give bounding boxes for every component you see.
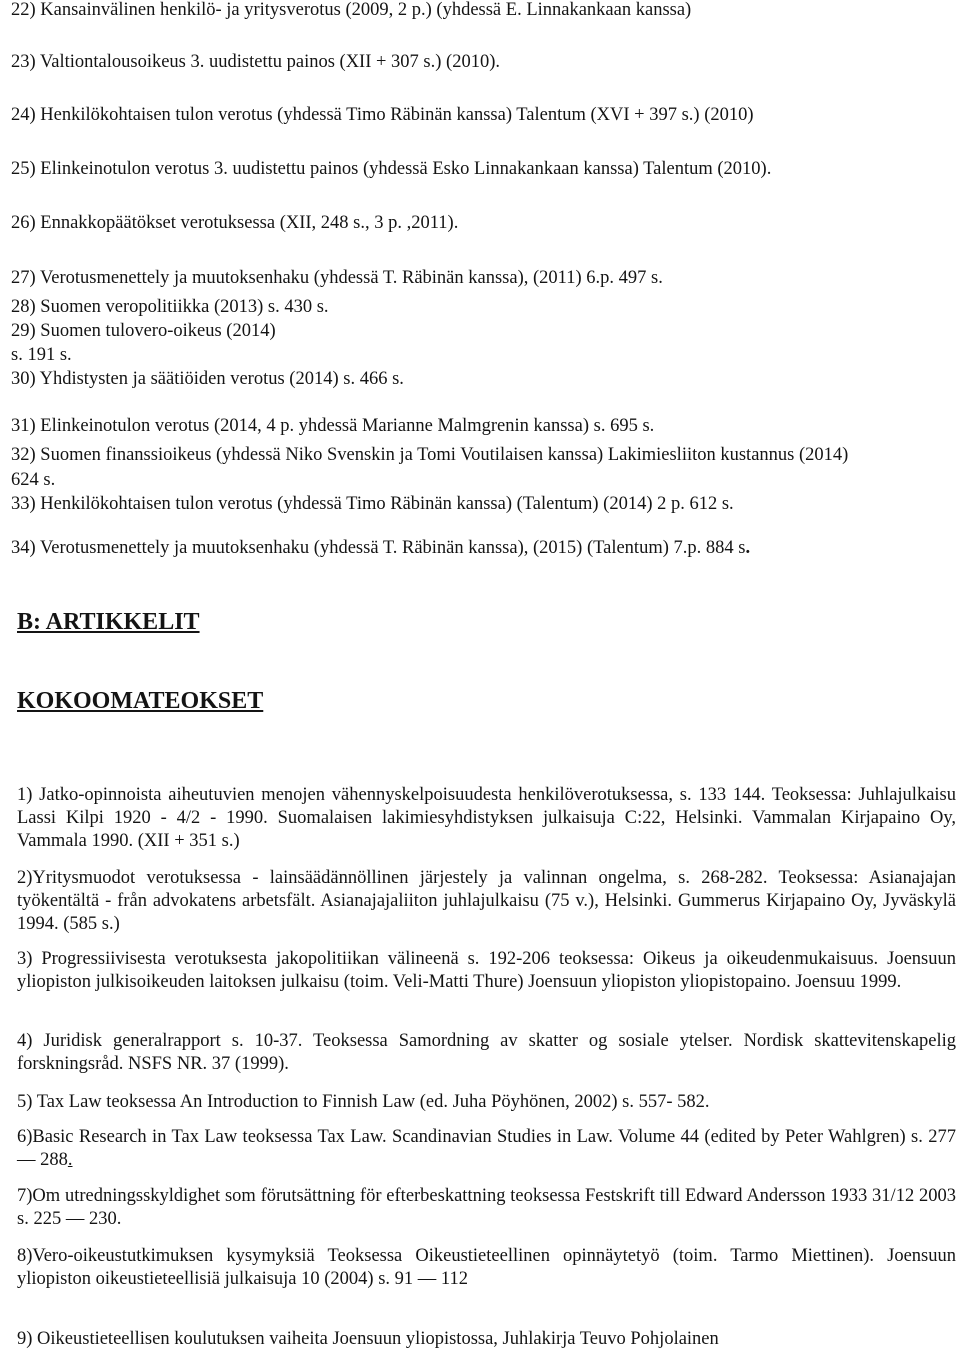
section-heading: B: ARTIKKELIT	[17, 609, 200, 635]
book-entry-23: 23) Valtiontalousoikeus 3. uudistettu painos (XII + 307 s.) (2010).	[11, 52, 500, 72]
article-entry-1: 1) Jatko-opinnoista aiheutuvien menojen vähennyskelpoisuudesta henkilöverotuksessa, s. 133 144. Teoksessa: Juhlajulkaisu Lassi Kilpi 1920 - 4/2 - 1990. Suomalaisen lakimiesyhdistyksen julkaisuja C:22, Helsinki. Vammalan Kirjapaino Oy, Vammala 1990. (XII + 351 s.)	[17, 785, 956, 851]
subsection-heading: KOKOOMATEOKSET	[17, 688, 264, 714]
article-entry-9: 9) Oikeustieteellisen koulutuksen vaiheita Joensuun yliopistossa, Juhlakirja Teuvo Pohjolainen	[17, 1329, 719, 1349]
book-entry-32-pages: 624 s.	[11, 470, 56, 490]
book-entry-29-pages: s. 191 s.	[11, 345, 72, 365]
book-entry-27: 27) Verotusmenettely ja muutoksenhaku (yhdessä T. Räbinän kanssa), (2011) 6.p. 497 s.	[11, 268, 663, 288]
article-entry-6-text: 6)Basic Research in Tax Law teoksessa Tax Law. Scandinavian Studies in Law. Volume 44 (edited by Peter Wahlgren) s. 277 — 288	[17, 1127, 956, 1170]
book-entry-34-text: 34) Verotusmenettely ja muutoksenhaku (yhdessä T. Räbinän kanssa), (2015) (Talentum) 7.p. 884 s	[11, 538, 746, 558]
article-entry-4: 4) Juridisk generalrapport s. 10-37. Teoksessa Samordning av skatter og sosiale ytelser. Nordisk skattevitenskapelig forskningsråd. NSFS NR. 37 (1999).	[17, 1031, 956, 1074]
book-entry-33: 33) Henkilökohtaisen tulon verotus (yhdessä Timo Räbinän kanssa) (Talentum) (2014) 2 p. 612 s.	[11, 494, 734, 514]
book-entry-24: 24) Henkilökohtaisen tulon verotus (yhdessä Timo Räbinän kanssa) Talentum (XVI + 397 s.) (2010)	[11, 105, 754, 125]
article-entry-5: 5) Tax Law teoksessa An Introduction to Finnish Law (ed. Juha Pöyhönen, 2002) s. 557- 582.	[17, 1092, 710, 1112]
book-entry-34	[11, 538, 750, 558]
book-entry-26: 26) Ennakkopäätökset verotuksessa (XII, 248 s., 3 p. ,2011).	[11, 213, 459, 233]
book-entry-30: 30) Yhdistysten ja säätiöiden verotus (2014) s. 466 s.	[11, 369, 404, 389]
article-entry-2: 2)Yritysmuodot verotuksessa - lainsäädännöllinen järjestely ja valinnan ongelma, s. 268-282. Teoksessa: Asianajajan työkentältä - från advokatens arbetsfält. Asianajajaliiton juhlajulkaisu (75 v.), Helsinki. Gummerus Kirjapaino Oy, Jyväskylä 1994. (585 s.)	[17, 868, 956, 934]
book-entry-22: 22) Kansainvälinen henkilö- ja yritysverotus (2009, 2 p.) (yhdessä E. Linnakankaan kanssa)	[11, 0, 692, 20]
article-entry-3: 3) Progressiivisesta verotuksesta jakopolitiikan välineenä s. 192-206 teoksessa: Oikeus ja oikeudenmukaisuus. Joensuun yliopiston julkisoikeuden laitoksen julkaisu (toim. Veli-Matti Thure) Joensuun yliopiston yliopistopaino. Joensuu 1999.	[17, 949, 956, 992]
article-entry-6	[17, 1126, 956, 1172]
book-entry-31: 31) Elinkeinotulon verotus (2014, 4 p. yhdessä Marianne Malmgrenin kanssa) s. 695 s.	[11, 416, 655, 436]
book-entry-32: 32) Suomen finanssioikeus (yhdessä Niko Svenskin ja Tomi Voutilaisen kanssa) Lakimiesliiton kustannus (2014)	[11, 445, 849, 465]
book-entry-29: 29) Suomen tulovero-oikeus (2014)	[11, 321, 276, 341]
article-entry-8: 8)Vero-oikeustutkimuksen kysymyksiä Teoksessa Oikeustieteellinen opinnäytetyö (toim. Tarmo Miettinen). Joensuun yliopiston oikeustieteellisiä julkaisuja 10 (2004) s. 91 — 112	[17, 1246, 956, 1289]
article-entry-7: 7)Om utredningsskyldighet som förutsättning för efterbeskattning teoksessa Festskrift till Edward Andersson 1933 31/12 2003 s. 225 — 230.	[17, 1186, 956, 1229]
book-entry-28: 28) Suomen veropolitiikka (2013) s. 430 s.	[11, 297, 329, 317]
book-entry-25: 25) Elinkeinotulon verotus 3. uudistettu painos (yhdessä Esko Linnakankaan kanssa) Talentum (2010).	[11, 159, 772, 179]
book-entry-34-period: .	[745, 538, 751, 558]
article-entry-6-period: .	[67, 1150, 73, 1170]
